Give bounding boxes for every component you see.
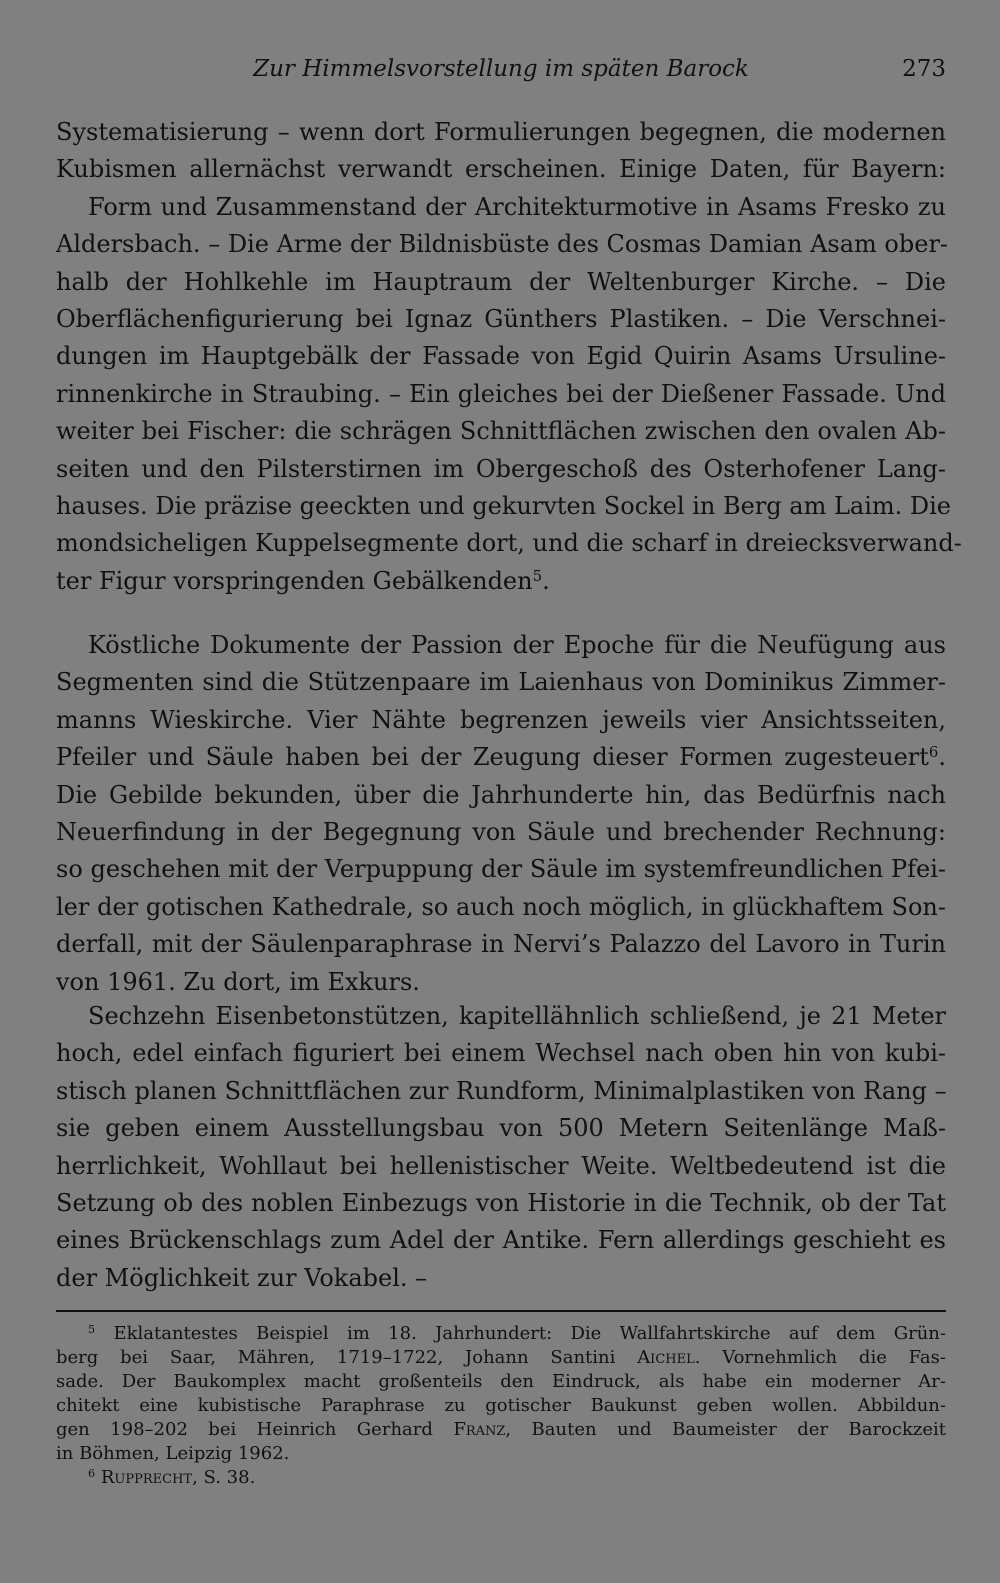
text-line: sie geben einem Ausstellungsbau von 500 Metern Seitenlänge Maß-	[56, 1114, 946, 1143]
text-line: halb der Hohlkehle im Hauptraum der Weltenburger Kirche. – Die	[56, 267, 946, 296]
footnote-divider	[56, 1310, 946, 1312]
author-name: Franz	[453, 1419, 506, 1440]
text-line: Aldersbach. – Die Arme der Bildnisbüste des Cosmas Damian Asam ober-	[56, 230, 949, 259]
paragraph-1	[56, 114, 962, 600]
text-line: Segmenten sind die Stützenpaare im Laienhaus von Dominikus Zimmer-	[56, 668, 946, 697]
footnote-text: . Vornehmlich die Fas-	[694, 1347, 946, 1368]
punctuation: .	[542, 566, 550, 595]
punctuation: .	[938, 743, 946, 772]
text-line: stisch planen Schnittflächen zur Rundform, Minimalplastiken von Rang –	[56, 1076, 947, 1105]
text-line: Oberflächenfigurierung bei Ignaz Günthers Plastiken. – Die Verschnei-	[56, 304, 946, 333]
text-line: so geschehen mit der Verpuppung der Säule im systemfreundlichen Pfei-	[56, 855, 946, 884]
paragraph-3	[56, 998, 946, 1297]
footnote-5-line	[56, 1322, 946, 1346]
footnote-text: , Bauten und Baumeister der Barockzeit	[505, 1419, 946, 1440]
footnote-5-line: in Böhmen, Leipzig 1962.	[56, 1443, 290, 1464]
footnote-5-line	[56, 1346, 946, 1370]
footnote-5-line: chitekt eine kubistische Paraphrase zu gotischer Baukunst geben wollen. Abbildun-	[56, 1395, 946, 1416]
text-line: herrlichkeit, Wohllaut bei hellenistischer Weite. Weltbedeutend ist die	[56, 1151, 946, 1180]
author-name: Aichel	[637, 1347, 695, 1368]
text-line: der Möglichkeit zur Vokabel. –	[56, 1263, 428, 1292]
footnote-text: berg bei Saar, Mähren, 1719–1722, Johann Santini	[56, 1347, 616, 1368]
text-line: von 1961. Zu dort, im Exkurs.	[56, 967, 420, 996]
text-line: Setzung ob des noblen Einbezugs von Historie in die Technik, ob der Tat	[56, 1188, 946, 1217]
footnote-marker: 5	[88, 1322, 96, 1336]
text-line: rinnenkirche in Straubing. – Ein gleiches bei der Dießener Fassade. Und	[56, 379, 946, 408]
text-line-content: ter Figur vorspringenden Gebälkenden	[56, 566, 533, 595]
text-line: hauses. Die präzise geeckten und gekurvten Sockel in Berg am Laim. Die	[56, 491, 952, 520]
running-title: Zur Himmelsvorstellung im späten Barock	[253, 56, 749, 82]
text-line: seiten und den Pilsterstirnen im Obergeschoß des Osterhofener Lang-	[56, 454, 946, 483]
footnote-text: , S. 38.	[192, 1467, 256, 1488]
text-line: Kubismen allernächst verwandt erscheinen. Einige Daten, für Bayern:	[56, 155, 946, 184]
page-number: 273	[902, 56, 946, 82]
text-line: eines Brückenschlags zum Adel der Antike. Fern allerdings geschieht es	[56, 1226, 946, 1255]
paragraph-2	[56, 627, 946, 1001]
footnote-6-line	[56, 1466, 946, 1490]
text-line: Neuerfindung in der Begegnung von Säule und brechender Rechnung:	[56, 817, 946, 846]
footnote-marker: 6	[88, 1466, 96, 1480]
text-line: Systematisierung – wenn dort Formulierungen begegnen, die modernen	[56, 118, 946, 146]
footnote-text: Eklatantestes Beispiel im 18. Jahrhundert: Die Wallfahrtskirche auf dem Grün-	[113, 1323, 946, 1344]
text-line: Köstliche Dokumente der Passion der Epoche für die Neufügung aus	[88, 631, 946, 659]
footnotes	[56, 1322, 946, 1490]
text-line	[56, 739, 946, 776]
text-line	[56, 563, 946, 600]
text-line-content: Pfeiler und Säule haben bei der Zeugung dieser Formen zugesteuert	[56, 743, 929, 772]
footnote-ref-5[interactable]: 5	[532, 566, 543, 585]
text-line: weiter bei Fischer: die schrägen Schnittflächen zwischen den ovalen Ab-	[56, 417, 946, 446]
page-header	[56, 56, 946, 92]
footnote-ref-6[interactable]: 6	[928, 743, 939, 761]
author-name: Rupprecht	[100, 1467, 193, 1488]
text-line: mondsicheligen Kuppelsegmente dort, und die scharf in dreiecksverwand-	[56, 529, 962, 558]
text-line: derfall, mit der Säulenparaphrase in Nervi’s Palazzo del Lavoro in Turin	[56, 930, 946, 959]
text-line: Form und Zusammenstand der Architekturmotive in Asams Fresko zu	[88, 192, 946, 221]
footnote-5-line	[56, 1418, 946, 1442]
footnote-5-line: sade. Der Baukomplex macht großenteils den Eindruck, als habe ein moderner Ar-	[56, 1371, 946, 1392]
text-line: Die Gebilde bekunden, über die Jahrhunderte hin, das Bedürfnis nach	[56, 780, 946, 809]
text-line: hoch, edel einfach figuriert bei einem Wechsel nach oben hin von kubi-	[56, 1039, 946, 1068]
text-line: dungen im Hauptgebälk der Fassade von Egid Quirin Asams Ursuline-	[56, 342, 946, 371]
text-line: Sechzehn Eisenbetonstützen, kapitellähnlich schließend, je 21 Meter	[88, 1002, 946, 1030]
text-line: ler der gotischen Kathedrale, so auch noch möglich, in glückhaftem Son-	[56, 892, 946, 921]
footnote-text: gen 198–202 bei Heinrich Gerhard	[56, 1419, 433, 1440]
text-line: manns Wieskirche. Vier Nähte begrenzen jeweils vier Ansichtsseiten,	[56, 705, 946, 734]
